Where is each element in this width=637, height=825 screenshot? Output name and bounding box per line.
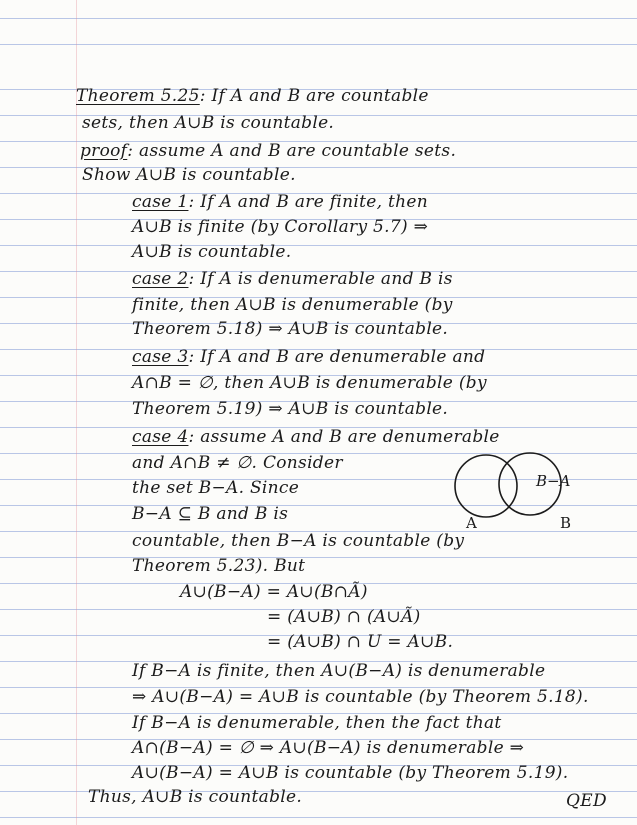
case-4-text-4: B−A ⊆ B and B is: [132, 504, 289, 524]
case-2-text-2: finite, then A∪B is denumerable (by: [132, 295, 453, 315]
case-3-text-1: : If A and B are denumerable and: [188, 347, 486, 367]
subcase-line-3: If B−A is denumerable, then the fact that: [132, 713, 502, 733]
equation-line-1: A∪(B−A) = A∪(B∩Ã): [180, 582, 368, 602]
venn-diagram: [448, 452, 588, 532]
case-1-text-3: A∪B is countable.: [132, 242, 292, 262]
case-4-text-3: the set B−A. Since: [132, 478, 300, 498]
case-1-line-1: [132, 191, 428, 213]
case-3-line-1: [132, 346, 485, 368]
case-2-line-1: [132, 268, 453, 290]
proof-label: proof: [80, 141, 128, 161]
case-4-line-1: [132, 426, 500, 448]
theorem-statement-2: sets, then A∪B is countable.: [82, 113, 335, 133]
case-4-label: case 4: [132, 427, 189, 447]
subcase-line-2: ⇒ A∪(B−A) = A∪B is countable (by Theorem 5.18).: [132, 687, 589, 707]
case-4-text-5: countable, then B−A is countable (by: [132, 531, 465, 551]
case-3-label: case 3: [132, 347, 189, 367]
case-1-text-1: : If A and B are finite, then: [188, 192, 428, 212]
subcase-line-5: A∪(B−A) = A∪B is countable (by Theorem 5.19).: [132, 763, 569, 783]
venn-circle-a: [455, 455, 517, 517]
equation-line-3: = (A∪B) ∩ U = A∪B.: [267, 632, 454, 652]
proof-intro-2: Show A∪B is countable.: [82, 165, 296, 185]
case-1-label: case 1: [132, 192, 189, 212]
subcase-line-1: If B−A is finite, then A∪(B−A) is denumerable: [132, 661, 546, 681]
case-3-text-2: A∩B = ∅, then A∪B is denumerable (by: [132, 373, 487, 393]
case-2-label: case 2: [132, 269, 189, 289]
conclusion: Thus, A∪B is countable.: [88, 787, 303, 807]
qed-mark: QED: [566, 791, 607, 811]
theorem-label: Theorem 5.25: [76, 86, 200, 106]
equation-line-2: = (A∪B) ∩ (A∪Ã): [267, 607, 421, 627]
subcase-line-4: A∩(B−A) = ∅ ⇒ A∪(B−A) is denumerable ⇒: [132, 738, 525, 758]
venn-label-a: A: [466, 514, 477, 532]
margin-line: [76, 0, 77, 825]
venn-label-b: B: [560, 514, 572, 532]
proof-line-1: [80, 140, 456, 162]
case-4-text-1: : assume A and B are denumerable: [188, 427, 500, 447]
case-4-text-2: and A∩B ≠ ∅. Consider: [132, 453, 343, 473]
case-2-text-1: : If A is denumerable and B is: [188, 269, 453, 289]
case-4-text-6: Theorem 5.23). But: [132, 556, 306, 576]
case-1-text-2: A∪B is finite (by Corollary 5.7) ⇒: [132, 217, 429, 237]
case-3-text-3: Theorem 5.19) ⇒ A∪B is countable.: [132, 399, 449, 419]
theorem-statement-1: : If A and B are countable: [199, 86, 429, 106]
proof-intro-1: : assume A and B are countable sets.: [127, 141, 457, 161]
venn-region-label: B−A: [536, 472, 571, 490]
case-2-text-3: Theorem 5.18) ⇒ A∪B is countable.: [132, 319, 449, 339]
theorem-line-1: [76, 85, 429, 107]
